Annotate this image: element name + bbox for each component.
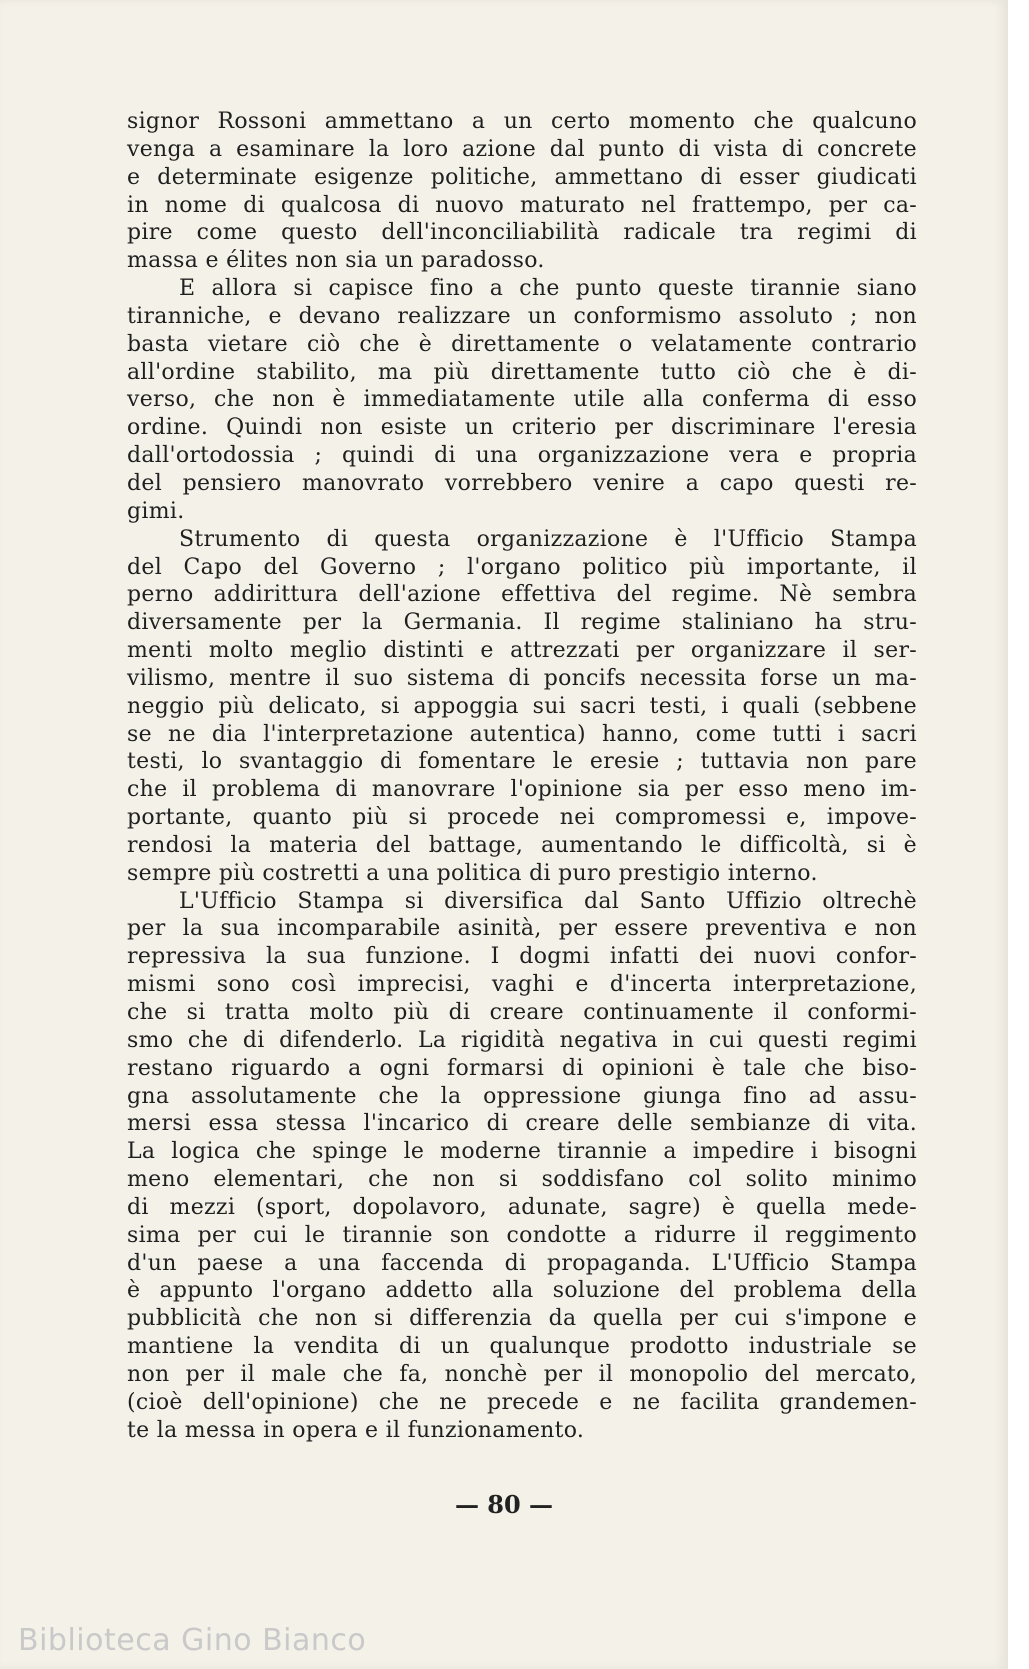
text-line: testi, lo svantaggio di fomentare le eresie ; tuttavia non pare (127, 749, 917, 775)
paragraph-start-line: L'Ufficio Stampa si diversifica dal Santo Uffizio oltrechè (179, 888, 917, 914)
text-line: non per il male che fa, nonchè per il monopolio del mercato, (127, 1361, 917, 1387)
text-line: per la sua incomparabile asinità, per essere preventiva e non (127, 916, 917, 942)
text-line: te la messa in opera e il funzionamento. (127, 1417, 585, 1443)
paragraph-start-line: Strumento di questa organizzazione è l'Ufficio Stampa (179, 526, 917, 552)
text-line: diversamente per la Germania. Il regime staliniano ha stru- (127, 610, 917, 636)
text-line: d'un paese a una faccenda di propaganda. L'Ufficio Stampa (127, 1250, 917, 1276)
text-line: in nome di qualcosa di nuovo maturato nel frattempo, per ca- (127, 192, 917, 218)
text-line: dall'ortodossia ; quindi di una organizzazione vera e propria (127, 443, 917, 469)
text-line: di mezzi (sport, dopolavoro, adunate, sagre) è quella mede- (127, 1194, 917, 1220)
text-line: mismi sono così imprecisi, vaghi e d'incerta interpretazione, (127, 972, 917, 998)
text-line: La logica che spinge le moderne tirannie a impedire i bisogni (127, 1139, 917, 1165)
text-line: repressiva la sua funzione. I dogmi infatti dei nuovi confor- (127, 944, 917, 970)
page-number: — 80 — (454, 1490, 554, 1519)
text-line: portante, quanto più si procede nei compromessi e, impove- (127, 805, 917, 831)
body-text (127, 108, 917, 1445)
text-line: del Capo del Governo ; l'organo politico più importante, il (127, 554, 917, 580)
text-line: verso, che non è immediatamente utile alla conferma di esso (127, 387, 917, 413)
text-line: perno addirittura dell'azione effettiva del regime. Nè sembra (127, 582, 917, 608)
text-line: sempre più costretti a una politica di puro prestigio interno. (127, 860, 818, 886)
library-watermark: Biblioteca Gino Bianco (18, 1623, 367, 1658)
text-line: vilismo, mentre il suo sistema di poncifs necessita forse un ma- (127, 665, 917, 691)
text-line: basta vietare ciò che è direttamente o velatamente contrario (127, 331, 917, 357)
text-line: che il problema di manovrare l'opinione sia per esso meno im- (127, 777, 917, 803)
text-line: mersi essa stessa l'incarico di creare delle sembianze di vita. (127, 1111, 917, 1137)
text-line: gna assolutamente che la oppressione giunga fino ad assu- (127, 1083, 917, 1109)
text-line: pire come questo dell'inconciliabilità radicale tra regimi di (127, 220, 917, 246)
text-line: massa e élites non sia un paradosso. (127, 248, 545, 274)
text-line: mantiene la vendita di un qualunque prodotto industriale se (127, 1334, 917, 1360)
text-line: (cioè dell'opinione) che ne precede e ne facilita grandemen- (127, 1389, 917, 1415)
text-line: meno elementari, che non si soddisfano col solito minimo (127, 1167, 917, 1193)
text-line: è appunto l'organo addetto alla soluzione del problema della (127, 1278, 917, 1304)
text-line: che si tratta molto più di creare continuamente il conformi- (127, 1000, 917, 1025)
text-line: rendosi la materia del battage, aumentando le difficoltà, si è (127, 832, 917, 858)
text-line: all'ordine stabilito, ma più direttamente tutto ciò che è di- (127, 359, 917, 385)
text-line: sima per cui le tirannie son condotte a ridurre il reggimento (127, 1222, 917, 1248)
text-line: del pensiero manovrato vorrebbero venire a capo questi re- (127, 470, 917, 496)
text-line: neggio più delicato, si appoggia sui sacri testi, i quali (sebbene (127, 693, 917, 719)
text-line: smo che di difenderlo. La rigidità negativa in cui questi regimi (127, 1027, 917, 1053)
text-line: venga a esaminare la loro azione dal punto di vista di concrete (127, 136, 917, 162)
paragraph-start-line: E allora si capisce fino a che punto queste tirannie siano (179, 276, 917, 302)
text-line: tiranniche, e devano realizzare un conformismo assoluto ; non (127, 303, 917, 329)
text-line: pubblicità che non si differenzia da quella per cui s'impone e (127, 1306, 917, 1332)
text-line: e determinate esigenze politiche, ammettano di esser giudicati (127, 164, 917, 190)
text-line: se ne dia l'interpretazione autentica) hanno, come tutti i sacri (127, 721, 917, 747)
text-line: ordine. Quindi non esiste un criterio per discriminare l'eresia (127, 415, 917, 441)
text-line: menti molto meglio distinti e attrezzati per organizzare il ser- (127, 638, 917, 664)
text-line: signor Rossoni ammettano a un certo momento che qualcuno (127, 109, 917, 134)
text-line: restano riguardo a ogni formarsi di opinioni è tale che biso- (127, 1055, 917, 1081)
text-line: gimi. (127, 498, 185, 524)
